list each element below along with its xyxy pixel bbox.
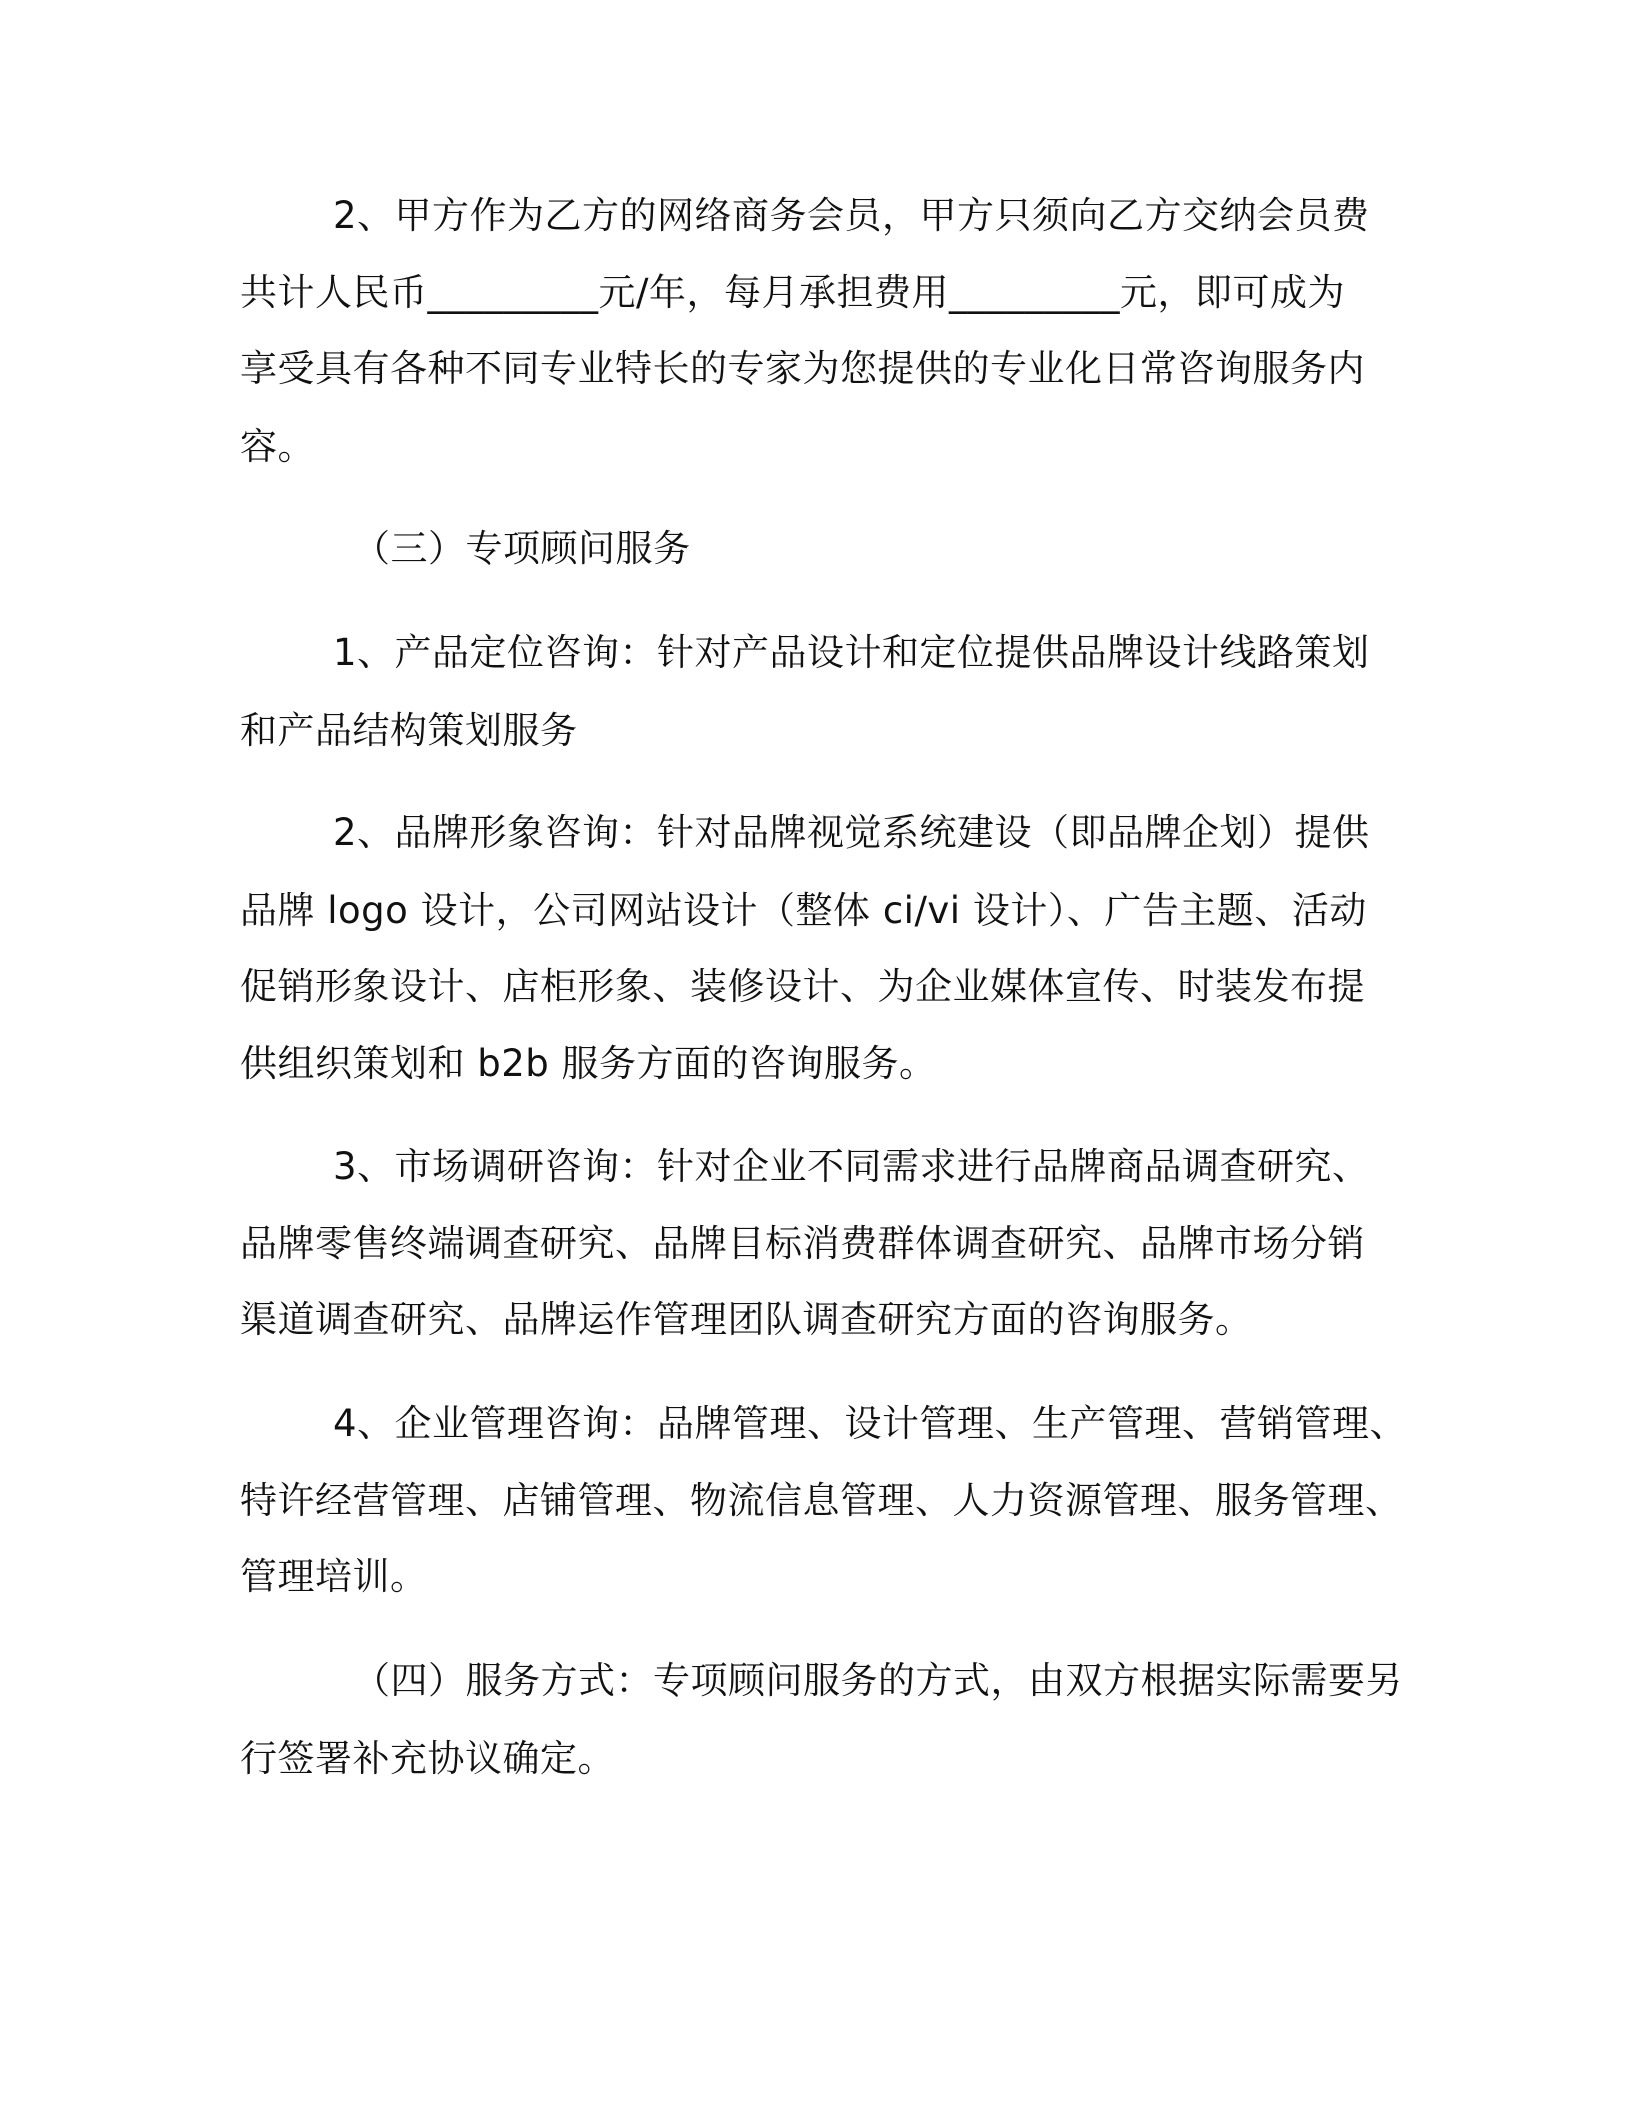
paragraph-line: 共计人民币_________元/年，每月承担费用_________元，即可成为 [240,271,1345,314]
paragraph-line: 品牌 logo 设计，公司网站设计（整体 ci/vi 设计）、广告主题、活动 [240,889,1367,932]
paragraph-line: 和产品结构策划服务 [240,709,578,752]
paragraph-line: 享受具有各种不同专业特长的专家为您提供的专业化日常咨询服务内 [240,347,1365,390]
section-heading: （四）服务方式：专项顾问服务的方式，由双方根据实际需要另 [353,1659,1403,1702]
paragraph-line: 2、品牌形象咨询：针对品牌视觉系统建设（即品牌企划）提供 [333,811,1370,854]
paragraph-line: 特许经营管理、店铺管理、物流信息管理、人力资源管理、服务管理、 [240,1479,1403,1522]
paragraph-line: 3、市场调研咨询：针对企业不同需求进行品牌商品调查研究、 [333,1145,1370,1188]
section-heading: （三）专项顾问服务 [353,527,691,570]
paragraph-line: 4、企业管理咨询：品牌管理、设计管理、生产管理、营销管理、 [333,1402,1408,1445]
paragraph-line: 品牌零售终端调查研究、品牌目标消费群体调查研究、品牌市场分销 [240,1222,1365,1265]
paragraph-line: 渠道调查研究、品牌运作管理团队调查研究方面的咨询服务。 [240,1298,1253,1341]
paragraph-line: 1、产品定位咨询：针对产品设计和定位提供品牌设计线路策划 [333,631,1370,674]
paragraph-line: 管理培训。 [240,1555,428,1598]
paragraph-line: 促销形象设计、店柜形象、装修设计、为企业媒体宣传、时装发布提 [240,965,1365,1008]
paragraph-line: 容。 [240,425,315,468]
paragraph-line: 供组织策划和 b2b 服务方面的咨询服务。 [240,1042,937,1085]
paragraph-line: 行签署补充协议确定。 [240,1737,615,1780]
paragraph-line: 2、甲方作为乙方的网络商务会员，甲方只须向乙方交纳会员费 [333,194,1370,237]
